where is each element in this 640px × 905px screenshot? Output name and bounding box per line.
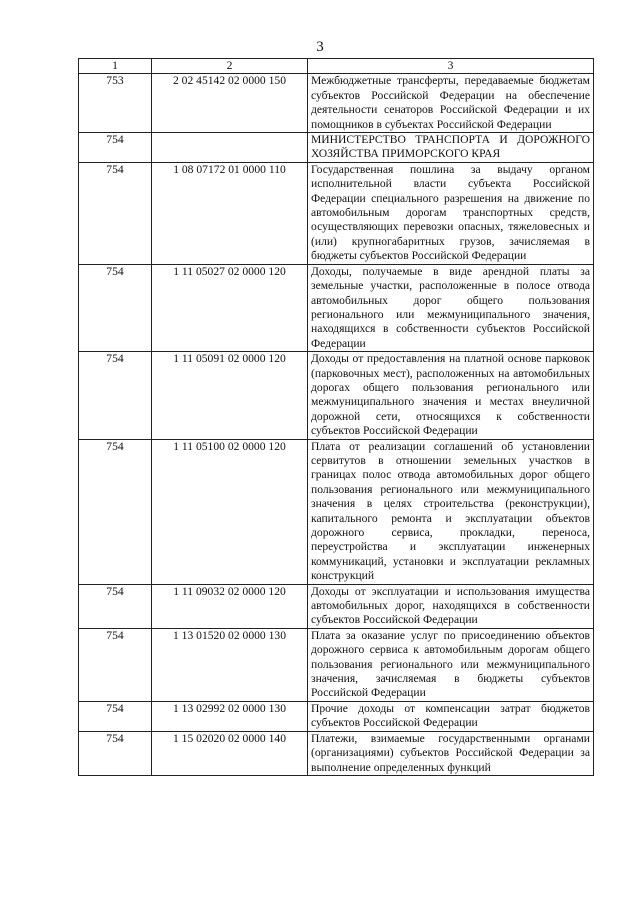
admin-code-cell: 754 [79, 133, 152, 163]
table-row [79, 731, 594, 775]
description-cell: Межбюджетные трансферты, передаваемые бюджетам субъектов Российской Федерации на обеспечение деятельности сенаторов Российской Федерации и их помощников в субъектах Российской Федерации [308, 74, 594, 133]
table-row [79, 701, 594, 731]
kbk-code-cell [152, 133, 308, 163]
table-row [79, 439, 594, 584]
table-row [79, 584, 594, 628]
table-header-row [79, 59, 594, 74]
description-cell: Государственная пошлина за выдачу органом исполнительной власти субъекта Российской Федерации специального разрешения на движение по автомобильным дорогам транспортных средств, осуществляющих перевозки опасных, тяжеловесных и (или) крупногабаритных грузов, зачисляемая в бюджеты субъектов Российской Федерации [308, 162, 594, 264]
column-header-1: 1 [79, 59, 152, 74]
description-cell: Доходы от эксплуатации и использования имущества автомобильных дорог, находящихся в собственности субъектов Российской Федерации [308, 584, 594, 628]
revenue-codes-table [78, 58, 594, 776]
description-cell: Прочие доходы от компенсации затрат бюджетов субъектов Российской Федерации [308, 701, 594, 731]
table-row [79, 264, 594, 351]
kbk-code-cell: 1 13 01520 02 0000 130 [152, 628, 308, 701]
admin-code-cell: 754 [79, 264, 152, 351]
table-row [79, 162, 594, 264]
admin-code-cell: 754 [79, 439, 152, 584]
table-row [79, 352, 594, 439]
kbk-code-cell: 1 13 02992 02 0000 130 [152, 701, 308, 731]
page-number: 3 [316, 39, 324, 55]
kbk-code-cell: 1 11 05100 02 0000 120 [152, 439, 308, 584]
admin-code-cell: 754 [79, 162, 152, 264]
kbk-code-cell: 1 11 05091 02 0000 120 [152, 352, 308, 439]
admin-code-cell: 754 [79, 352, 152, 439]
description-cell: Плата за оказание услуг по присоединению объектов дорожного сервиса к автомобильным дорогам общего пользования регионального или межмуниципального значения, зачисляемая в бюджеты субъектов Российской Федерации [308, 628, 594, 701]
admin-code-cell: 754 [79, 628, 152, 701]
table-row [79, 628, 594, 701]
kbk-code-cell: 1 15 02020 02 0000 140 [152, 731, 308, 775]
description-cell: Плата от реализации соглашений об установлении сервитутов в отношении земельных участков в границах полос отвода автомобильных дорог общего пользования регионального или межмуниципального значения в целях строительства (реконструкции), капитального ремонта и эксплуатации объектов дорожного сервиса, прокладки, переноса, переустройства и эксплуатации инженерных коммуникаций, установки и эксплуатации рекламных конструкций [308, 439, 594, 584]
ministry-title-cell: МИНИСТЕРСТВО ТРАНСПОРТА И ДОРОЖНОГО ХОЗЯЙСТВА ПРИМОРСКОГО КРАЯ [308, 133, 594, 163]
column-header-2: 2 [152, 59, 308, 74]
table-row [79, 74, 594, 133]
kbk-code-cell: 1 08 07172 01 0000 110 [152, 162, 308, 264]
description-cell: Доходы, получаемые в виде арендной платы за земельные участки, расположенные в полосе отвода автомобильных дорог общего пользования регионального или межмуниципального значения, находящихся в собственности субъектов Российской Федерации [308, 264, 594, 351]
description-cell: Платежи, взимаемые государственными органами (организациями) субъектов Российской Федерации за выполнение определенных функций [308, 731, 594, 775]
kbk-code-cell: 1 11 09032 02 0000 120 [152, 584, 308, 628]
admin-code-cell: 754 [79, 584, 152, 628]
admin-code-cell: 753 [79, 74, 152, 133]
admin-code-cell: 754 [79, 731, 152, 775]
kbk-code-cell: 1 11 05027 02 0000 120 [152, 264, 308, 351]
admin-code-cell: 754 [79, 701, 152, 731]
kbk-code-cell: 2 02 45142 02 0000 150 [152, 74, 308, 133]
description-cell: Доходы от предоставления на платной основе парковок (парковочных мест), расположенных на автомобильных дорогах общего пользования регионального или межмуниципального значения и местах внеуличной дорожной сети, относящихся к собственности субъектов Российской Федерации [308, 352, 594, 439]
column-header-3: 3 [308, 59, 594, 74]
table-row [79, 133, 594, 163]
